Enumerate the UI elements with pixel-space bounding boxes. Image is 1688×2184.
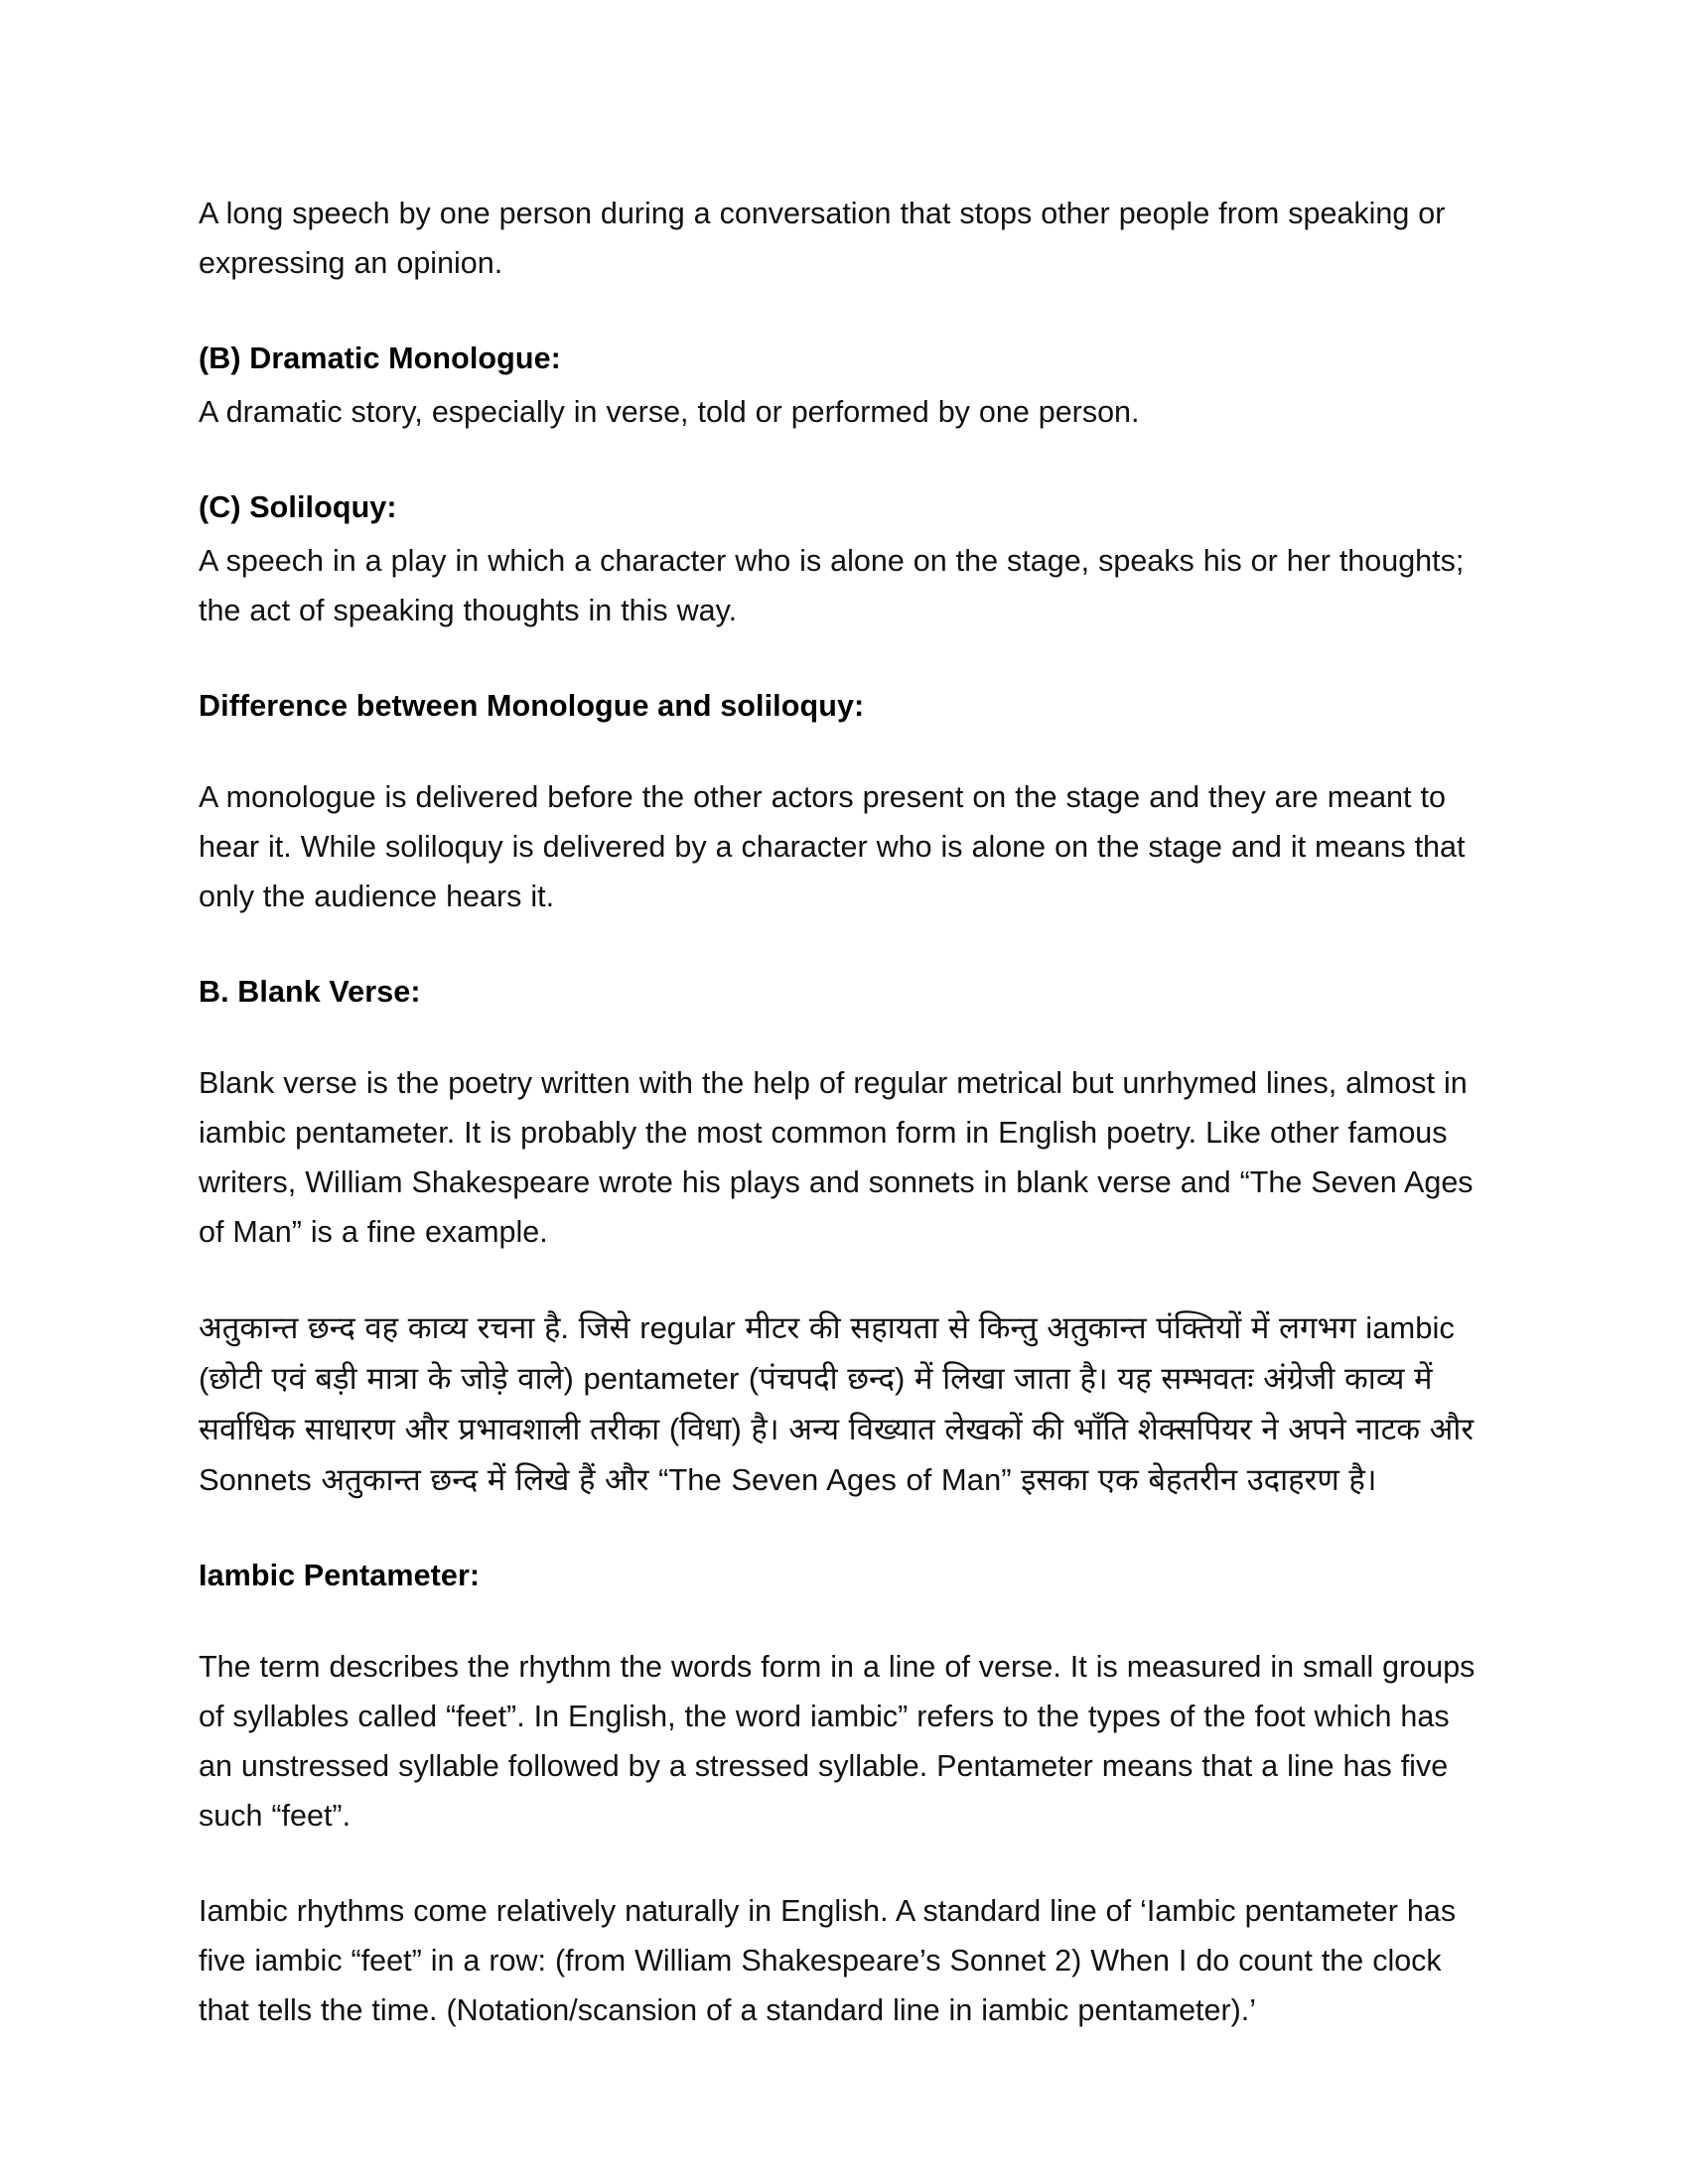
blank-verse-definition-paragraph: Blank verse is the poetry written with the help of regular metrical but unrhymed lines, almost in iambic pentameter. It is probably the most common form in English poetry. Like other famous writers, William Shakespeare wrote his plays and sonnets in blank verse and “The Seven Ages of Man” is a fine example. xyxy=(199,1066,1474,1249)
blank-verse-hindi-paragraph: अतुकान्त छन्द वह काव्य रचना है. जिसे regular मीटर की सहायता से किन्तु अतुकान्त पंक्तियों में लगभग iambic (छोटी एवं बड़ी मात्रा के जोड़े वाले) pentameter (पंचपदी छन्द) में लिखा जाता है। यह सम्भवतः अंग्रेजी काव्य में सर्वाधिक साधारण और प्रभावशाली तरीका (विधा) है। अन्य विख्यात लेखकों की भाँति शेक्सपियर ने अपने नाटक और Sonnets अतुकान्त छन्द में लिखे हैं और “The Seven Ages of Man” इसका एक बेहतरीन उदाहरण है। xyxy=(199,1310,1475,1497)
iambic-pentameter-definition-paragraph: The term describes the rhythm the words form in a line of verse. It is measured in small groups of syllables called “feet”. In English, the word iambic” refers to the types of the foot which has an unstressed syllable followed by a stressed syllable. Pentameter means that a line has five such “feet”. xyxy=(199,1650,1476,1833)
document-content xyxy=(199,189,1479,2035)
dramatic-monologue-heading: (B) Dramatic Monologue: xyxy=(199,341,561,375)
difference-monologue-soliloquy-heading: Difference between Monologue and soliloquy: xyxy=(199,689,865,723)
iambic-pentameter-heading: Iambic Pentameter: xyxy=(199,1559,481,1592)
dramatic-monologue-definition-paragraph: A dramatic story, especially in verse, told or performed by one person. xyxy=(199,395,1140,429)
soliloquy-heading: (C) Soliloquy: xyxy=(199,490,397,524)
soliloquy-definition-paragraph: A speech in a play in which a character who is alone on the stage, speaks his or her thoughts; the act of speaking thoughts in this way. xyxy=(199,544,1465,627)
iambic-rhythms-paragraph: Iambic rhythms come relatively naturally in English. A standard line of ‘Iambic pentameter has five iambic “feet” in a row: (from William Shakespeare’s Sonnet 2) When I do count the clock that tells the time. (Notation/scansion of a standard line in iambic pentameter).’ xyxy=(199,1894,1457,2027)
difference-explanation-paragraph: A monologue is delivered before the other actors present on the stage and they are meant to hear it. While soliloquy is delivered by a character who is alone on the stage and it means that only the audience hears it. xyxy=(199,780,1466,913)
blank-verse-heading: B. Blank Verse: xyxy=(199,975,421,1009)
monologue-definition-paragraph: A long speech by one person during a conversation that stops other people from speaking or expressing an opinion. xyxy=(199,197,1446,280)
